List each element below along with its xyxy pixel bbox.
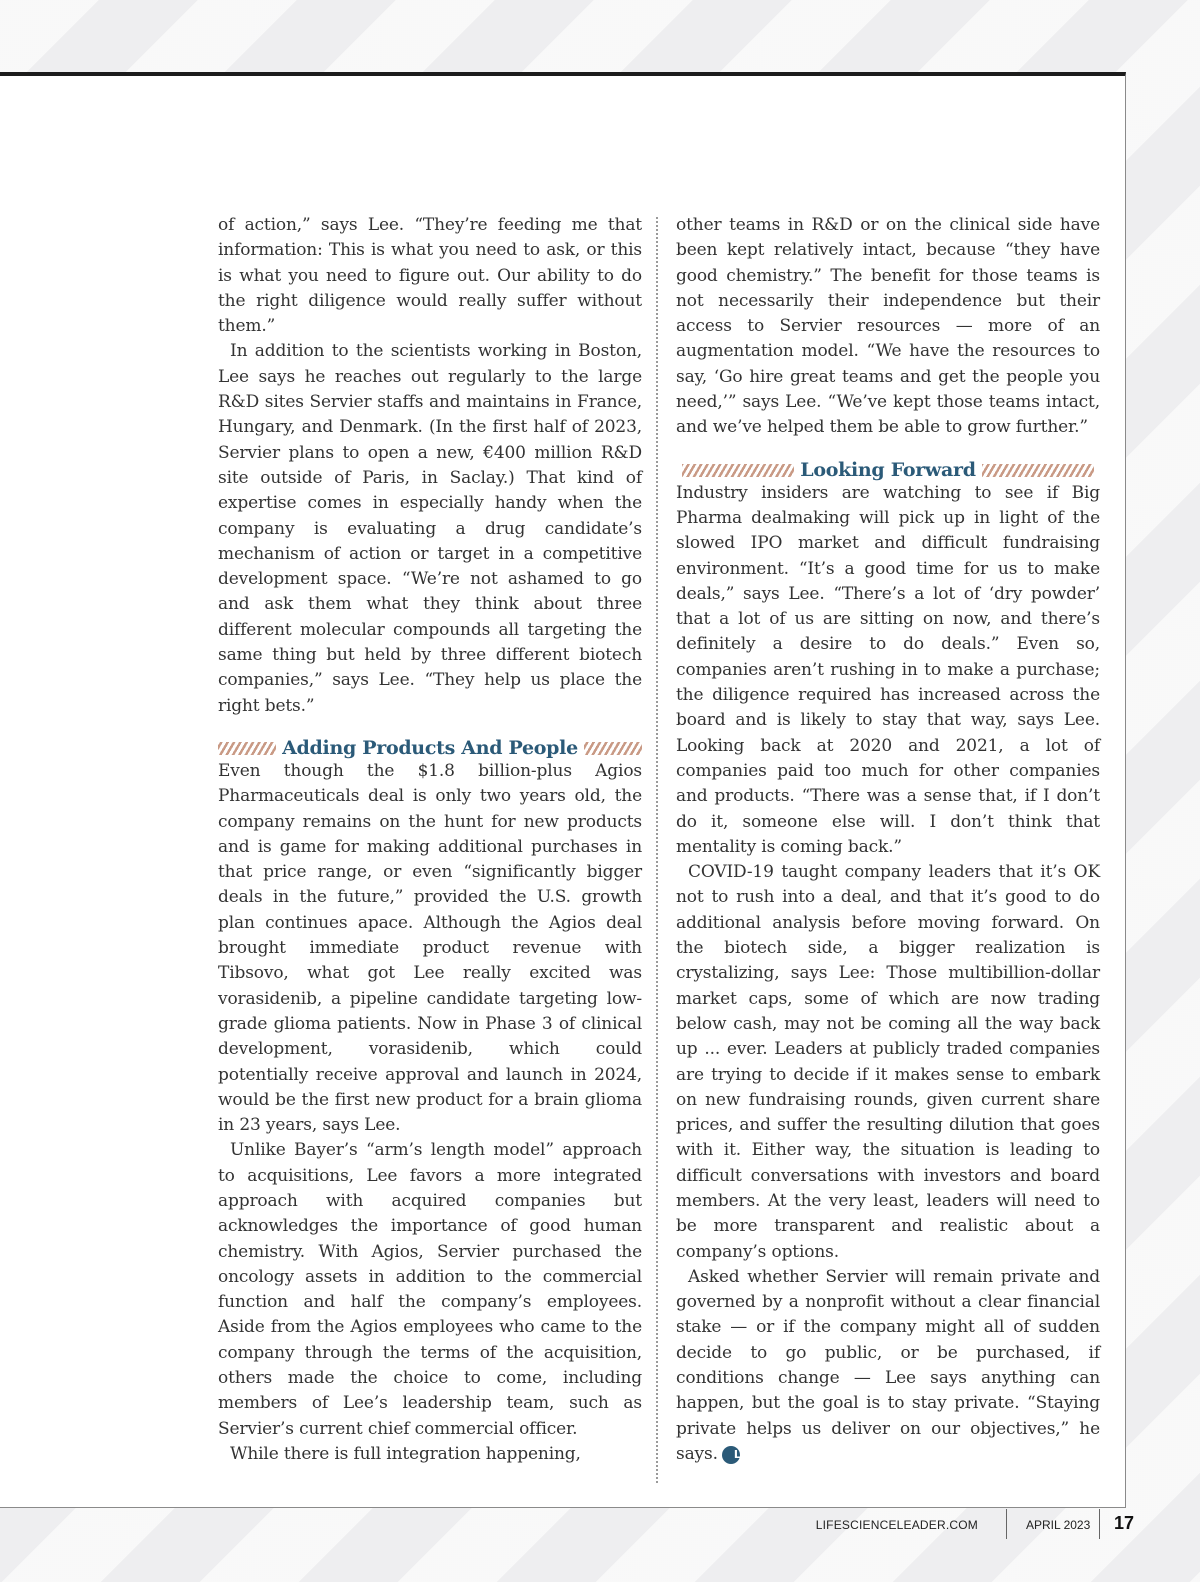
hatch-decoration-right: [982, 464, 1094, 477]
left-paragraph-3: Even though the $1.8 billion-plus Agios Pharmaceuticals deal is only two years old, the company remains on the hunt for new products and is game for making additional purchases in that price range, or even “significantly bigger deals in the future,” provided the U.S. growth plan continues apace. Although the Agios deal brought immediate product revenue with Tibsovo, what got Lee really excited was vorasidenib, a pipeline candidate targeting low-grade glioma patients. Now in Phase 3 of clinical development, vorasidenib, which could potentially receive approval and launch in 2024, would be the first new product for a brain glioma in 23 years, says Lee.: [218, 760, 642, 1136]
left-paragraph-2: In addition to the scientists working in Boston, Lee says he reaches out regularly to the large R&D sites Servier staffs and maintains in France, Hungary, and Denmark. (In the first half of 2023, Servier plans to open a new, €400 million R&D site outside of Paris, in Saclay.) That kind of expertise comes in especially handy when the company is evaluating a drug candidate’s mechanism of action or target in a competitive development space. “We’re not ashamed to go and ask them what they think about three different molecular compounds all targeting the same thing but held by three different biotech companies,” says Lee. “They help us place the right bets.”: [218, 341, 642, 716]
hatch-decoration-left: [682, 464, 794, 477]
right-paragraph-1: other teams in R&D or on the clinical side have been kept relatively intact, because “they have good chemistry.” The benefit for those teams is not necessarily their independence but their access to Servier resources — more of an augmentation model. “We have the resources to say, ‘Go hire great teams and get the people you need,’” says Lee. “We’ve kept those teams intact, and we’ve helped them be able to grow further.”: [676, 215, 1100, 438]
subhead-title: Adding Products And People: [282, 737, 578, 760]
hatch-decoration-left: [218, 742, 276, 755]
right-paragraph-2: Industry insiders are watching to see if Big Pharma dealmaking will pick up in light of the slowed IPO market and difficult fundraising environment. “It’s a good time for us to make deals,” says Lee. “There’s a lot of ‘dry powder’ that a lot of us are sitting on now, and there’s definitely a desire to do deals.” Even so, companies aren’t rushing in to make a purchase; the diligence required has increased across the board and is likely to stay that way, says Lee. Looking back at 2020 and 2021, a lot of companies paid too much for other companies and products. “There was a sense that, if I don’t do it, someone else will. I don’t think that mentality is coming back.”: [676, 482, 1100, 857]
right-paragraph-3: COVID-19 taught company leaders that it’s OK not to rush into a deal, and that it’s good to do additional analysis before moving forward. On the biotech side, a bigger realization is crystalizing, says Lee: Those multibillion-dollar market caps, some of which are now trading below cash, may not be coming all the way back up ... ever. Leaders at publicly traded companies are trying to decide if it makes sense to embark on new fundraising rounds, given current share prices, and suffer the resulting dilution that goes with it. Either way, the situation is leading to difficult conversations with investors and board members. At the very least, leaders will need to be more transparent and realistic about a company’s options.: [676, 862, 1100, 1262]
column-divider: [656, 217, 658, 1483]
left-paragraph-5: While there is full integration happening,: [230, 1443, 581, 1464]
right-paragraph-4: [676, 1265, 1100, 1467]
left-column: [218, 213, 642, 1467]
footer-issue-date: APRIL 2023: [1026, 1518, 1091, 1532]
hatch-decoration-right: [584, 742, 642, 755]
footer-separator: [1006, 1509, 1007, 1539]
right-column: [676, 213, 1100, 1467]
subhead-title: Looking Forward: [800, 459, 976, 482]
end-of-article-icon: L: [722, 1446, 740, 1464]
page-footer: [0, 1509, 1200, 1545]
left-paragraph-4: Unlike Bayer’s “arm’s length model” approach to acquisitions, Lee favors a more integrated approach with acquired companies but acknowledges the importance of good human chemistry. With Agios, Servier purchased the oncology assets in addition to the commercial function and half the company’s employees. Aside from the Agios employees who came to the company through the terms of the acquisition, others made the choice to come, including members of Lee’s leadership team, such as Servier’s current chief commercial officer.: [218, 1140, 642, 1439]
footer-site-url: LIFESCIENCELEADER.COM: [815, 1518, 978, 1532]
right-paragraph-4-text: Asked whether Servier will remain private and governed by a nonprofit without a clear financial stake — or if the company might all of sudden decide to go public, or be purchased, if conditions change — Lee says anything can happen, but the goal is to stay private. “Staying private helps us deliver on our objectives,” he says.: [676, 1266, 1100, 1464]
page-number: 17: [1114, 1513, 1135, 1533]
left-paragraph-1: of action,” says Lee. “They’re feeding me that information: This is what you need to ask, or this is what you need to figure out. Our ability to do the right diligence would really suffer without them.”: [218, 215, 642, 337]
footer-separator: [1099, 1509, 1100, 1539]
